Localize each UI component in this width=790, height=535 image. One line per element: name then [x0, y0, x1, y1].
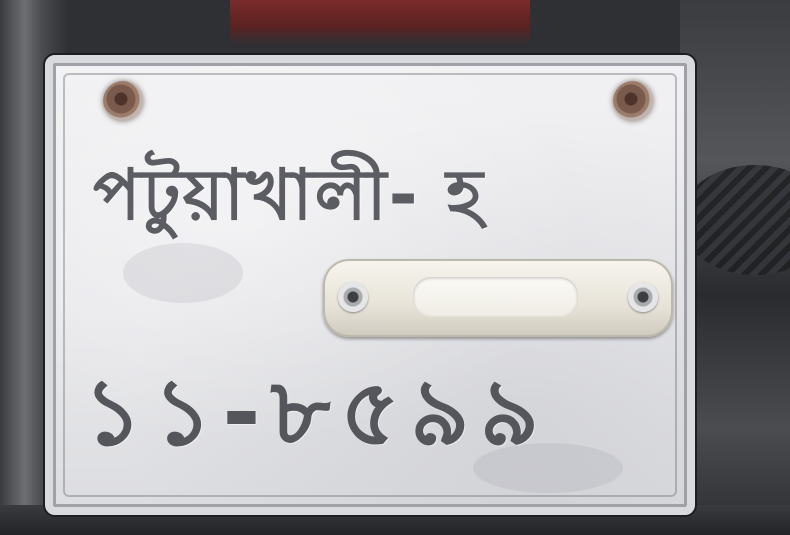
plate-district-text: পটুয়াখালী- হ — [93, 154, 485, 236]
plate-number-text: ১১-৮৫৯৯ — [83, 359, 550, 466]
rusty-rivet-left-icon — [103, 81, 143, 121]
screw-left-icon — [338, 282, 368, 312]
license-plate — [45, 55, 695, 515]
screw-right-icon — [628, 282, 658, 312]
background-red-fender — [230, 0, 530, 45]
bracket-slot — [413, 277, 578, 317]
rusty-rivet-right-icon — [613, 81, 653, 121]
plate-mount-bracket — [323, 259, 673, 337]
